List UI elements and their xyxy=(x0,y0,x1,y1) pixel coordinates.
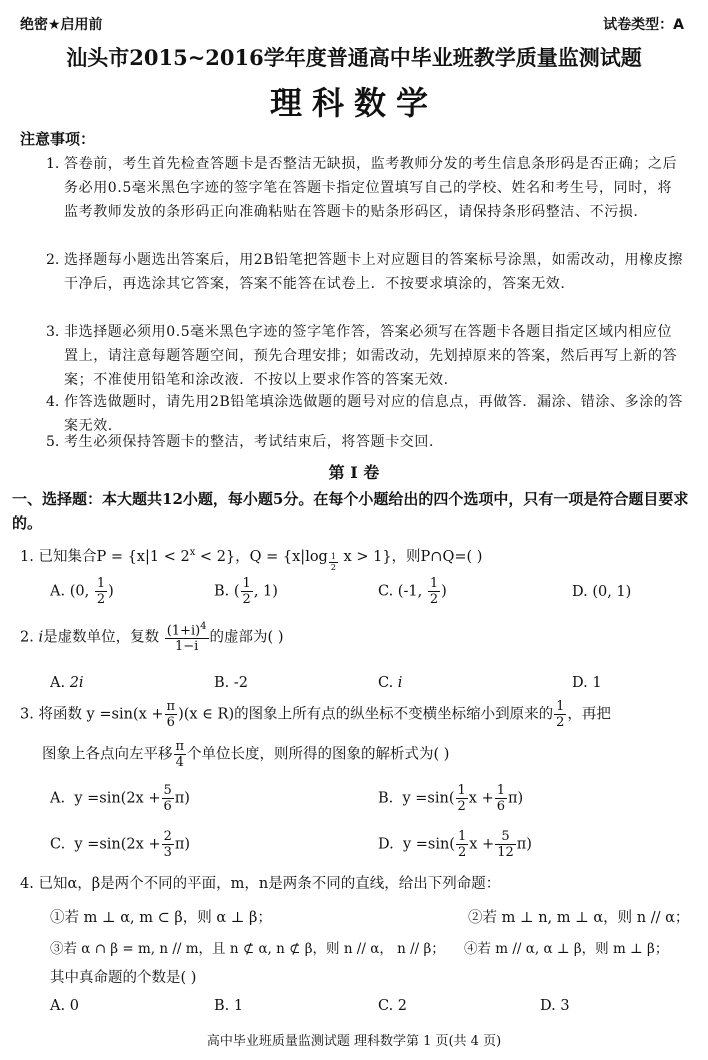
note-item xyxy=(46,430,686,454)
q4-question: 其中真命题的个数是( ) xyxy=(50,970,197,986)
option-label: D. xyxy=(540,998,556,1014)
fraction-numerator: 1 xyxy=(457,829,467,844)
note-number: 2. xyxy=(46,252,60,268)
fraction-numerator: 5 xyxy=(163,783,172,798)
page-footer: 高中毕业班质量监测试题 理科数学第 1 页(共 4 页) xyxy=(206,1034,502,1049)
fraction-denominator: 2 xyxy=(457,845,467,860)
note-item xyxy=(46,320,686,392)
stem-text: < 2}，Q = {x|log xyxy=(195,549,328,565)
option-text: (-1, xyxy=(397,583,423,600)
fraction-numerator: π xyxy=(166,699,176,714)
option-text: y =sin( xyxy=(402,790,455,807)
option-text: (0, 1) xyxy=(592,584,632,600)
note-text: 考生必须保持答题卡的整洁，考试结束后，将答题卡交回. xyxy=(64,434,435,450)
q3-option-a xyxy=(50,784,190,813)
option-text: x + xyxy=(468,790,494,807)
fraction-denominator: 6 xyxy=(496,799,506,814)
note-text: 答卷前，考生首先检查答题卡是否整洁无缺损，监考教师分发的考生信息条形码是否正确；之后务必用0.5毫米黑色字迹的签字笔在答题卡指定位置填写自己的学校、姓名和考生号，同时，将监考教师发放的条形码正向准确粘贴在答题卡的贴条形码区，请保持条形码整洁、不污损. xyxy=(64,156,678,220)
exponent: x xyxy=(189,547,196,559)
option-text: π) xyxy=(508,790,524,807)
fraction-numerator: π xyxy=(175,739,185,754)
option-text: 1 xyxy=(592,675,602,691)
q2-option-a xyxy=(50,675,84,691)
q2-option-d xyxy=(572,675,602,691)
fraction-denominator: 6 xyxy=(166,715,175,730)
q1-option-a xyxy=(50,577,114,606)
note-text: 非选择题必须用0.5毫米黑色字迹的签字笔作答，答案必须写在答题卡各题目指定区域内相应位置上，请注意每题答题空间，预先合理安排；如需改动，先划掉原来的答案，然后再写上新的答案；不准使用铅笔和涂改液．不按以上要求作答的答案无效. xyxy=(64,324,678,388)
fraction-denominator: 3 xyxy=(163,845,172,860)
q4-option-a xyxy=(50,998,79,1014)
q4-proposition-2: ②若 m ⊥ n, m ⊥ α，则 n // α； xyxy=(468,910,690,926)
question-4-stem xyxy=(20,872,500,893)
fraction-numerator: 1 xyxy=(96,576,106,591)
q1-option-c xyxy=(378,577,447,606)
stem-text: 将函数 y =sin(x + xyxy=(38,706,164,723)
option-label: A. xyxy=(50,583,66,600)
fraction-numerator: 1 xyxy=(496,783,506,798)
q4-proposition-4: ④若 m // α, α ⊥ β，则 m ⊥ β； xyxy=(464,941,669,957)
note-item xyxy=(46,248,686,296)
q4-proposition-1: ①若 m ⊥ α, m ⊂ β，则 α ⊥ β； xyxy=(50,910,272,926)
option-text: 0 xyxy=(69,998,79,1014)
option-text: π) xyxy=(516,836,532,853)
option-label: A. xyxy=(50,998,66,1014)
option-text: ( xyxy=(233,583,240,600)
stem-text: 是虚数单位，复数 xyxy=(43,629,160,646)
q3-option-c xyxy=(50,830,190,859)
fraction-denominator: 2 xyxy=(242,592,251,607)
option-text: 2i xyxy=(69,675,84,691)
option-text: 2 xyxy=(397,998,408,1014)
option-text: y =sin(2x + xyxy=(74,836,161,853)
note-number: 1. xyxy=(46,156,60,172)
question-1-stem xyxy=(20,545,482,572)
q1-option-d xyxy=(572,584,631,600)
option-label: D. xyxy=(572,584,588,600)
q1-option-b xyxy=(214,577,278,606)
fraction-denominator: 2 xyxy=(556,715,565,730)
log-base-numerator: 1 xyxy=(330,551,336,561)
notes-heading: 注意事项： xyxy=(20,130,96,148)
option-text: (0, xyxy=(69,583,90,600)
fraction-denominator: 4 xyxy=(175,755,184,770)
fraction-denominator: 2 xyxy=(429,592,439,607)
fraction-denominator: 6 xyxy=(163,799,172,814)
option-label: C. xyxy=(378,998,394,1014)
note-text: 作答选做题时，请先用2B铅笔填涂选做题的题号对应的信息点，再做答．漏涂、错涂、多涂的答案无效. xyxy=(64,394,683,434)
option-text: 1 xyxy=(233,998,244,1014)
question-number: 3. xyxy=(20,706,34,723)
option-label: A. xyxy=(50,790,66,807)
option-label: C. xyxy=(378,675,394,691)
q3-option-b xyxy=(378,784,523,813)
option-label: C. xyxy=(378,583,394,600)
stem-text: 图象上各点向左平移 xyxy=(42,746,173,763)
question-number: 4. xyxy=(20,876,34,892)
question-3-stem-line-2 xyxy=(42,740,449,769)
note-text: 选择题每小题选出答案后，用2B铅笔把答题卡上对应题目的答案标号涂黑，如需改动，用橡皮擦干净后，再选涂其它答案，答案不能答在试卷上．不按要求填涂的，答案无效. xyxy=(64,252,683,292)
q4-option-b xyxy=(214,998,243,1014)
exponent: 4 xyxy=(200,621,207,632)
fraction-numerator: 1 xyxy=(242,576,251,591)
stem-text: 已知集合P = {x|1 < 2 xyxy=(38,549,190,565)
imaginary-unit: i xyxy=(38,629,44,646)
fraction-denominator: 2 xyxy=(96,592,106,607)
option-label: B. xyxy=(378,790,394,807)
question-number: 1. xyxy=(20,549,34,565)
option-label: A. xyxy=(50,675,66,691)
option-text: x + xyxy=(469,836,495,853)
note-item xyxy=(46,152,686,224)
option-text: ) xyxy=(108,583,114,600)
option-label: D. xyxy=(378,836,394,853)
question-number: 2. xyxy=(20,629,34,646)
stem-text: 已知α，β是两个不同的平面，m，n是两条不同的直线，给出下列命题： xyxy=(38,876,501,892)
stem-text: ，再把 xyxy=(567,706,611,723)
question-2-stem xyxy=(20,622,283,653)
option-text: ) xyxy=(441,583,447,600)
option-text: -2 xyxy=(233,675,248,691)
fraction-numerator: 1 xyxy=(457,783,466,798)
option-label: D. xyxy=(572,675,588,691)
option-label: C. xyxy=(50,836,66,853)
option-text: π) xyxy=(174,836,191,853)
q2-option-b xyxy=(214,675,248,691)
option-text: i xyxy=(397,675,403,691)
exam-title: 汕头市2015~2016学年度普通高中毕业班教学质量监测试题 xyxy=(66,45,642,70)
option-text: π) xyxy=(174,790,190,807)
option-label: B. xyxy=(214,675,230,691)
question-3-stem xyxy=(20,700,611,729)
option-text: , 1) xyxy=(253,583,278,600)
fraction-numerator: 5 xyxy=(495,830,516,845)
stem-text: )(x ∈ R)的图象上所有点的纵坐标不变横坐标缩小到原来的 xyxy=(178,706,554,723)
note-number: 4. xyxy=(46,394,60,410)
option-text: y =sin( xyxy=(402,836,455,853)
fraction-numerator: 2 xyxy=(163,829,172,844)
option-text: 3 xyxy=(560,998,570,1014)
fraction-numerator: 1 xyxy=(429,576,439,591)
fraction-numerator: (1+i) xyxy=(166,623,201,639)
stem-text: 个单位长度，则所得的图象的解析式为( ) xyxy=(187,746,450,763)
stem-text: 的虚部为( ) xyxy=(209,629,284,646)
note-number: 5. xyxy=(46,434,60,450)
part-one-instructions: 一、选择题：本大题共12小题，每小题5分。在每个小题给出的四个选项中，只有一项是符合题目要求的。 xyxy=(12,490,689,532)
fraction-denominator: 1−i xyxy=(174,639,199,655)
note-number: 3. xyxy=(46,324,60,340)
option-label: B. xyxy=(214,998,230,1014)
subject-title: 理科数学 xyxy=(269,84,438,122)
q3-option-d xyxy=(378,830,532,859)
option-text: y =sin(2x + xyxy=(74,790,161,807)
q2-option-c xyxy=(378,675,402,691)
paper-type-label: 试卷类型：A xyxy=(603,17,684,33)
fraction-numerator: 1 xyxy=(556,699,565,714)
fraction-denominator: 12 xyxy=(497,845,514,860)
q4-option-d xyxy=(540,998,570,1014)
secret-label: 绝密★启用前 xyxy=(20,17,103,33)
fraction-denominator: 2 xyxy=(457,799,466,814)
stem-text: x > 1}，则P∩Q=( ) xyxy=(338,549,483,565)
q4-option-c xyxy=(378,998,407,1014)
section-title: 第 I 卷 xyxy=(328,463,380,482)
option-label: B. xyxy=(214,583,230,600)
q4-proposition-3: ③若 α ∩ β = m, n // m，且 n ⊄ α, n ⊄ β，则 n // α， n // β； xyxy=(50,941,445,957)
log-base-denominator: 2 xyxy=(330,562,336,572)
